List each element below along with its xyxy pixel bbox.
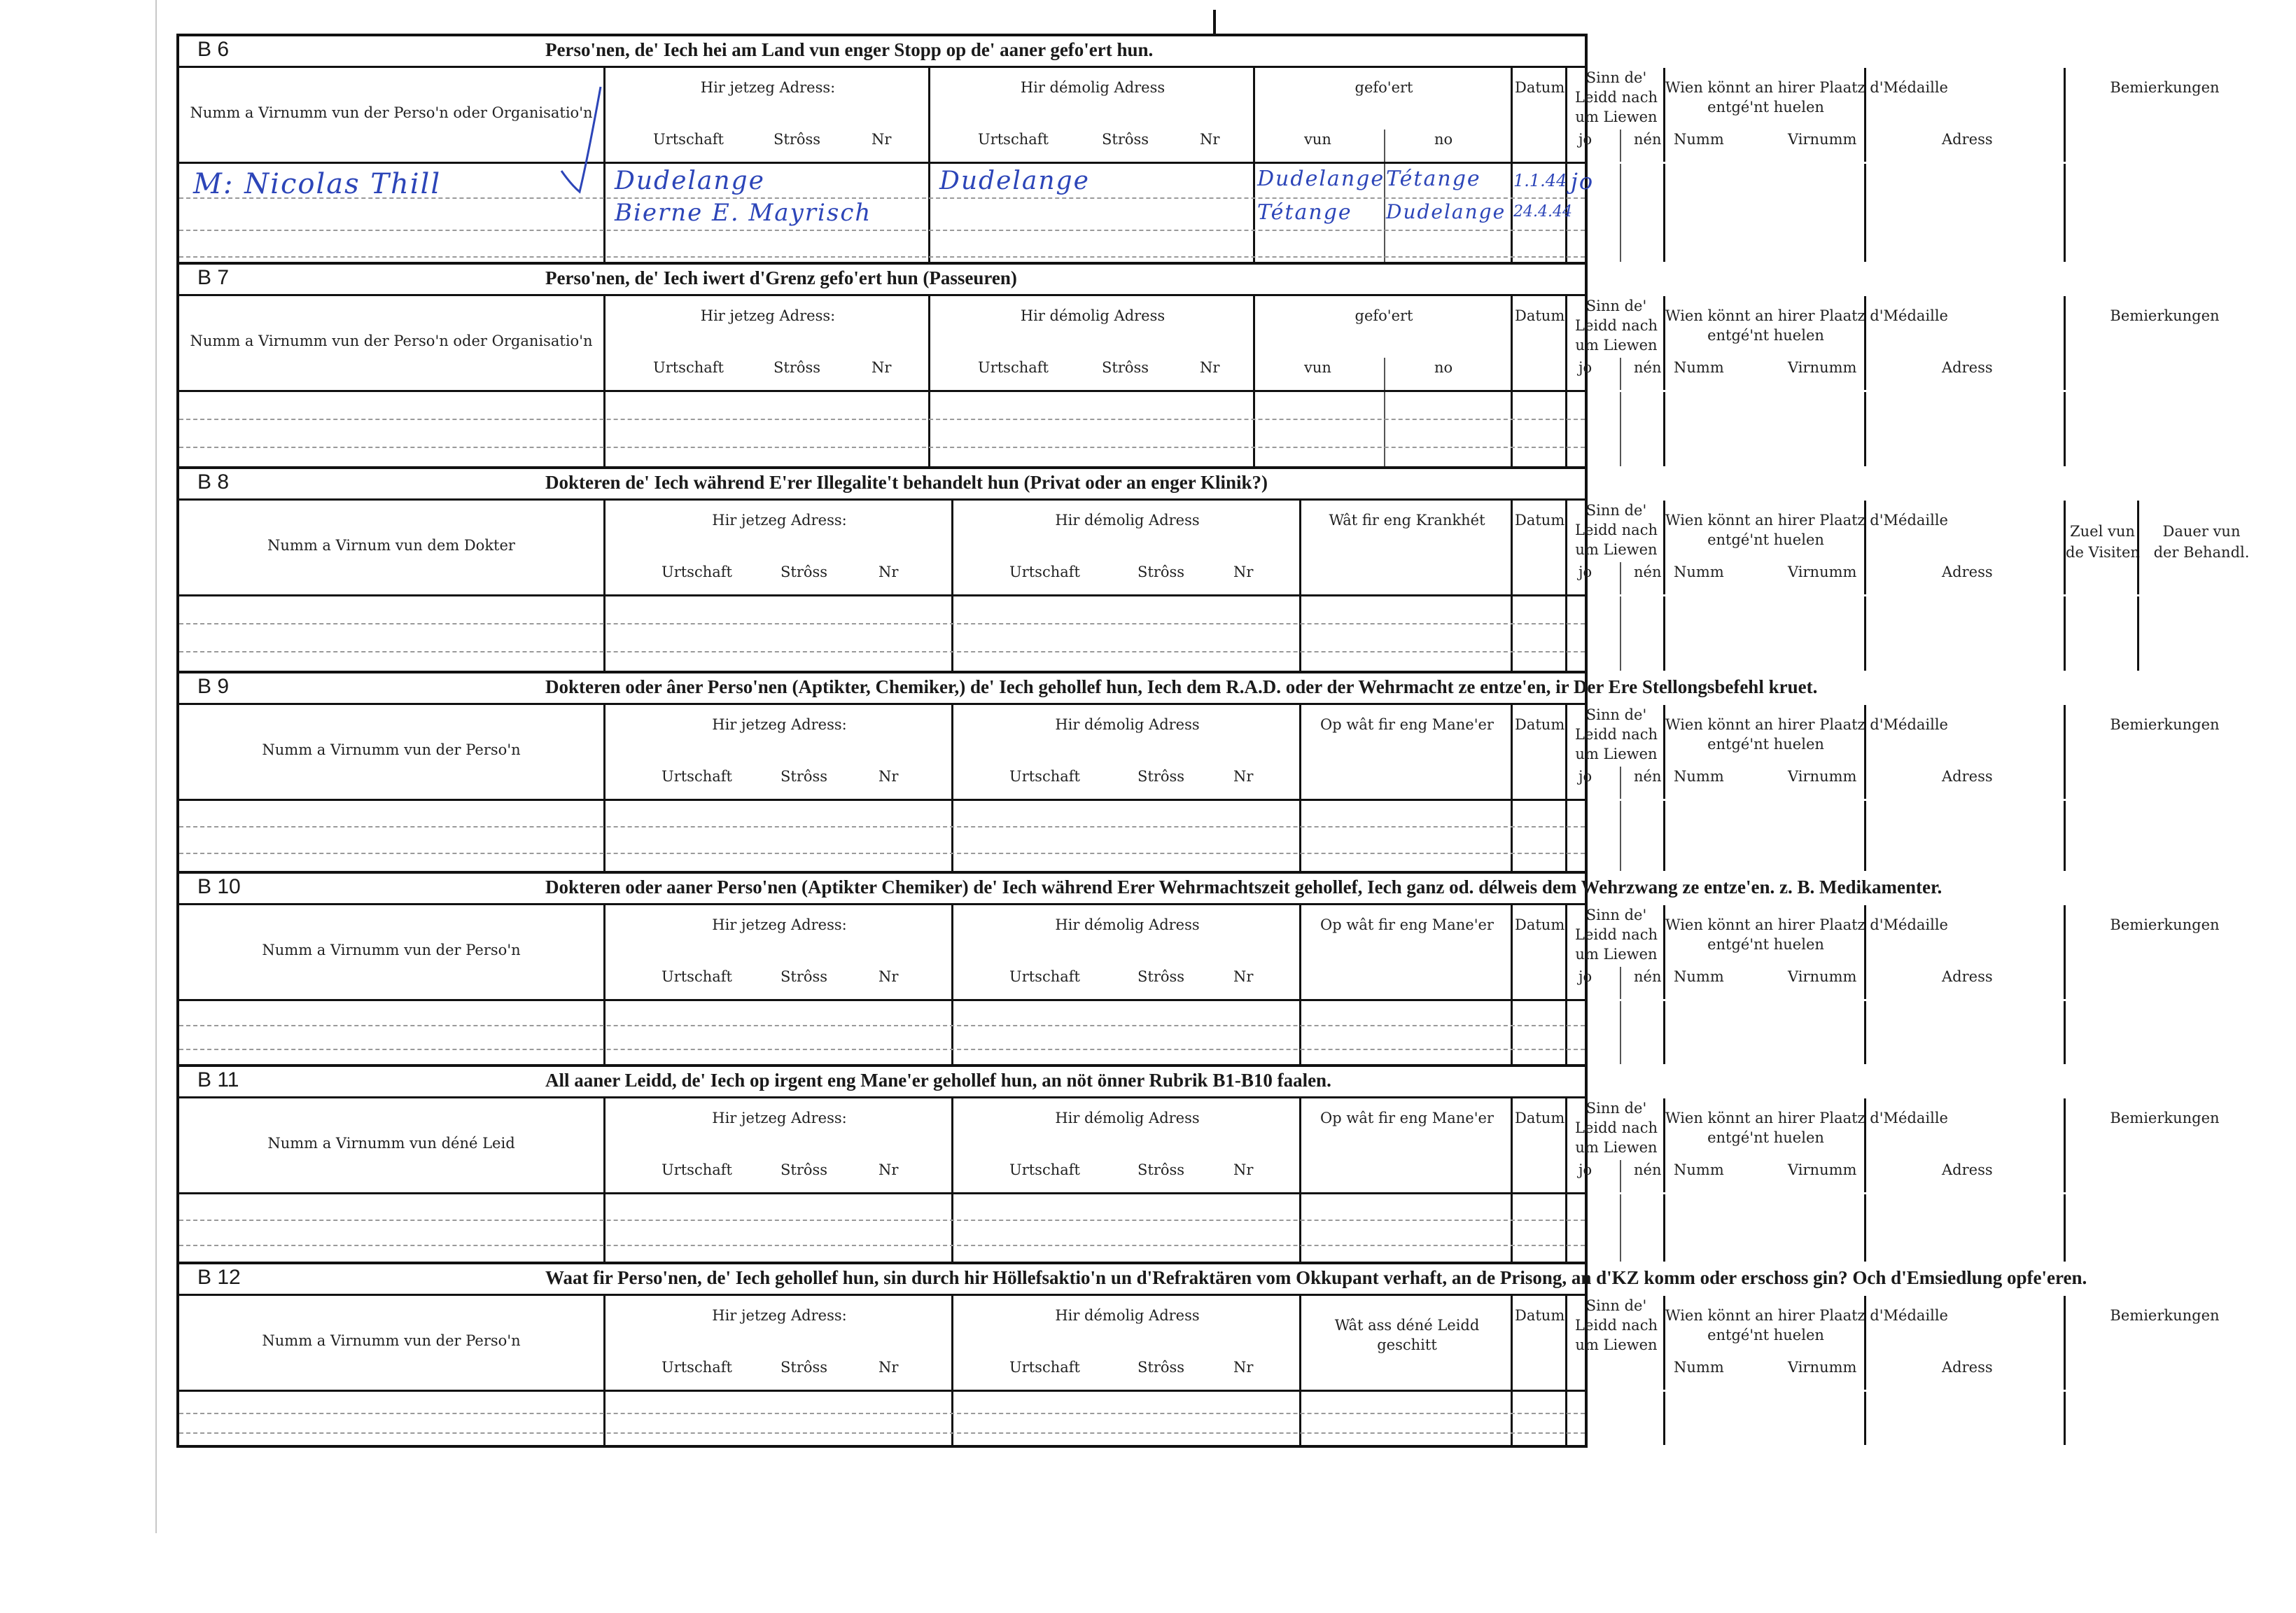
- table-header: Numm a Virnumm vun der Perso'n oder Organisatio'n Hir jetzeg Adress: Urtschaft Strôss Nr Hir démolig Adress Urtschaft Strôss Nr gefo'ert vun no Datum Sinn de' Leidd nach um Liewen jo nén Wien könnt an hirer Plaatz d'Médaille entgé'nt huelen Numm Virnumm Adress Bemierkungen: [179, 296, 1585, 392]
- section-title: Dokteren oder âner Perso'nen (Aptikter, Chemiker,) de' Iech gehollef hun, Iech dem R.A.D. oder der Wehrmacht ze entze'en, ir Der Ere Stellongsbefehl kruet.: [545, 676, 1818, 697]
- check-mark-icon: [557, 80, 606, 199]
- section-code: B 11: [197, 1068, 239, 1091]
- entry-rows: [179, 596, 1585, 671]
- page-edge-line: [155, 0, 157, 1533]
- section-b9: [179, 673, 2220, 874]
- section-code: B 8: [197, 470, 230, 494]
- section-title: Perso'nen, de' Iech hei am Land vun enger Stopp op de' aaner gefo'ert hun.: [545, 39, 1154, 60]
- col-date: Datum: [1511, 68, 1567, 162]
- section-code: B 6: [197, 38, 230, 61]
- section-b11: [179, 1067, 2220, 1264]
- table-header: Numm a Virnumm vun der Perso'n Hir jetzeg Adress: Urtschaft Strôss Nr Hir démolig Adress Urtschaft Strôss Nr Wât ass déné Leidd geschitt Datum Sinn de' Leidd nach um Liewen Wien könnt an hirer Plaatz d'Médaille entgé'nt huelen Numm Virnumm Adress Bemierkungen: [179, 1296, 1585, 1392]
- handwritten-date-2: 24.4.44: [1513, 203, 1572, 221]
- section-b6: [179, 36, 2220, 265]
- table-header: Numm a Virnumm vun der Perso'n Hir jetzeg Adress: Urtschaft Strôss Nr Hir démolig Adress Urtschaft Strôss Nr Op wât fir eng Mane'er Datum Sinn de' Leidd nach um Liewen jo nén Wien könnt an hirer Plaatz d'Médaille entgé'nt huelen Numm Virnumm Adress Bemierkungen: [179, 705, 1585, 801]
- section-b10: [179, 874, 2220, 1067]
- handwritten-jo: jo: [1571, 168, 1595, 195]
- handwritten-from-1: Dudelange: [1257, 167, 1385, 191]
- section-b12: [179, 1264, 2220, 1445]
- section-b7: [179, 265, 2220, 469]
- handwritten-to-1: Tétange: [1386, 167, 1481, 191]
- handwritten-to-2: Dudelange: [1386, 200, 1506, 223]
- col-medal: Wien könnt an hirer Plaatz d'Médaille entgé'nt huelen Numm Virnumm Adress: [1663, 68, 1866, 162]
- section-title: Dokteren oder aaner Perso'nen (Aptikter Chemiker) de' Iech während Erer Wehrmachtszeit gehollef, Iech ganz od. délweis dem Wehrzwang ze entze'en. z. B. Medikamenter.: [545, 877, 1942, 898]
- handwritten-current-street: Bierne E. Mayrisch: [615, 199, 872, 227]
- fold-mark: [1213, 10, 1216, 34]
- section-b8: [179, 469, 2250, 673]
- section-title: Waat fir Perso'nen, de' Iech gehollef hun, sin durch hir Höllefsaktio'n un d'Refraktären vom Okkupant verhaft, an de Prisong, an d'KZ komm oder erschoss gin? Och d'Emsiedlung opfe'eren.: [545, 1267, 2087, 1288]
- col-name: Numm a Virnumm vun der Perso'n oder Organisatio'n: [190, 104, 593, 121]
- table-header: Numm a Virnumm vun der Perso'n Hir jetzeg Adress: Urtschaft Strôss Nr Hir démolig Adress Urtschaft Strôss Nr Op wât fir eng Mane'er Datum Sinn de' Leidd nach um Liewen jo nén Wien könnt an hirer Plaatz d'Médaille entgé'nt huelen Numm Virnumm Adress Bemierkungen: [179, 905, 1585, 1001]
- section-title: Perso'nen, de' Iech iwert d'Grenz gefo'ert hun (Passeuren): [545, 267, 1017, 288]
- section-code: B 7: [197, 266, 230, 289]
- col-transported: gefo'ert vun no: [1253, 68, 1513, 162]
- section-title: Dokteren de' Iech während E'rer Illegalite't behandelt hun (Privat oder an enger Klinik?): [545, 472, 1268, 493]
- entry-rows: [179, 801, 1585, 871]
- handwritten-from-2: Tétange: [1257, 200, 1352, 225]
- table-header: Numm a Virnum vun dem Dokter Hir jetzeg Adress: Urtschaft Strôss Nr Hir démolig Adress Urtschaft Strôss Nr Wât fir eng Krankhét Datum Sinn de' Leidd nach um Liewen jo nén Wien könnt an hirer Plaatz d'Médaille entgé'nt huelen Numm Virnumm Adress Zuel vun de Visiten Dauer vun der Behandl.: [179, 501, 1585, 596]
- section-code: B 12: [197, 1266, 241, 1289]
- col-sinn: Sinn de' Leidd nach um Liewen jo nén: [1565, 68, 1665, 162]
- handwritten-name: M: Nicolas Thill: [193, 168, 442, 200]
- entry-rows: [179, 1194, 1585, 1262]
- section-title: All aaner Leidd, de' Iech op irgent eng Mane'er gehollef hun, an nöt önner Rubrik B1-B10 faalen.: [545, 1070, 1331, 1091]
- section-code: B 10: [197, 875, 241, 898]
- handwritten-current-locality: Dudelange: [615, 167, 765, 195]
- section-b6-title-row: [179, 36, 1585, 68]
- entry-rows: [179, 392, 1585, 466]
- col-current-address: Hir jetzeg Adress: Urtschaft Strôss Nr: [603, 68, 930, 162]
- table-header: [179, 68, 2220, 164]
- col-remarks: Bemierkungen: [2064, 68, 2264, 162]
- handwritten-date-1: 1.1.44: [1513, 171, 1567, 190]
- entry-rows: [179, 1001, 1585, 1064]
- table-header: Numm a Virnumm vun déné Leid Hir jetzeg Adress: Urtschaft Strôss Nr Hir démolig Adress Urtschaft Strôss Nr Op wât fir eng Mane'er Datum Sinn de' Leidd nach um Liewen jo nén Wien könnt an hirer Plaatz d'Médaille entgé'nt huelen Numm Virnumm Adress Bemierkungen: [179, 1098, 1585, 1194]
- section-code: B 9: [197, 675, 230, 698]
- entry-rows: [179, 164, 1595, 262]
- col-former-address: Hir démolig Adress Urtschaft Strôss Nr: [928, 68, 1255, 162]
- form-sheet: [176, 34, 2250, 1448]
- handwritten-former-locality: Dudelange: [939, 167, 1090, 195]
- entry-rows: [179, 1392, 1585, 1445]
